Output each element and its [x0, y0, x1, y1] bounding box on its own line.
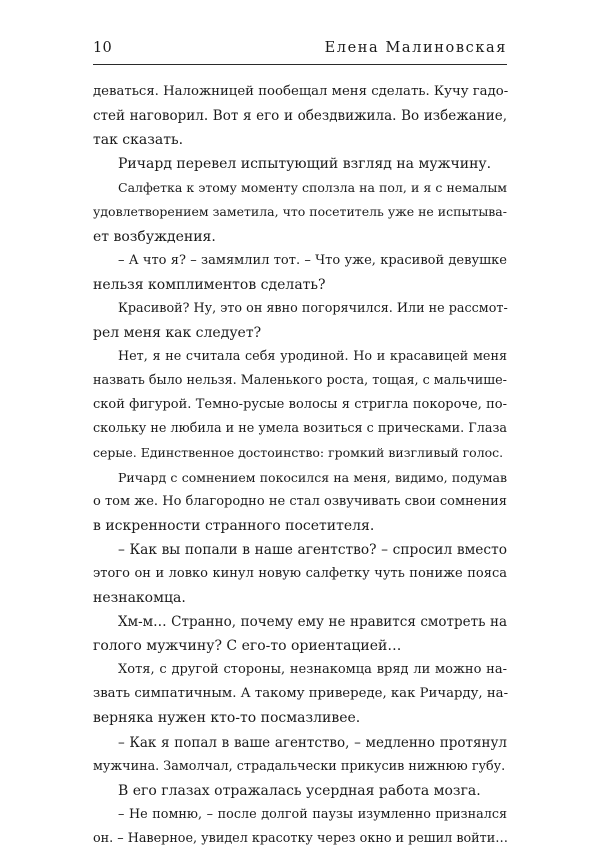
text-line: скольку не любила и не умела возиться с прическами. Глаза: [93, 421, 507, 437]
text-line: рел меня как следует?: [93, 324, 262, 341]
text-line: Ричард с сомнением покосился на меня, видимо, подумав: [118, 469, 507, 485]
text-line: звать симпатичным. А такому привереде, как Ричарду, на-: [93, 686, 509, 702]
text-line: верняка нужен кто-то посмазливее.: [93, 710, 361, 727]
page-number: 10: [93, 40, 113, 56]
text-line: о том же. Но благородно не стал озвучивать свои сомнения: [93, 493, 507, 509]
page-header: [93, 40, 507, 62]
header-rule: [93, 64, 507, 65]
text-line: деваться. Наложницей пообещал меня сделать. Кучу гадо-: [93, 84, 509, 99]
text-line: – А что я? – замямлил тот. – Что уже, красивой девушке: [118, 252, 507, 268]
running-title: Елена Малиновская: [324, 40, 507, 56]
text-line: Салфетка к этому моменту сползла на пол, и я с немалым: [118, 180, 507, 196]
text-line: мужчина. Замолчал, страдальчески прикусив нижнюю губу.: [93, 758, 506, 774]
text-line: В его глазах отражалась усердная работа мозга.: [118, 782, 481, 799]
text-line: серые. Единственное достоинство: громкий визгливый голос.: [93, 445, 504, 461]
text-line: Нет, я не считала себя уродиной. Но и красавицей меня: [118, 349, 507, 365]
text-line: незнакомца.: [93, 589, 186, 606]
text-line: Хм-м… Странно, почему ему не нравится смотреть на: [118, 614, 507, 631]
body-text: [93, 80, 507, 851]
text-line: Ричард перевел испытующий взгляд на мужчину.: [118, 156, 492, 173]
text-line: ет возбуждения.: [93, 228, 216, 245]
text-line: – Как вы попали в наше агентство? – спросил вместо: [118, 541, 507, 558]
text-line: удовлетворением заметила, что посетитель уже не испытыва-: [93, 204, 507, 220]
text-line: ской фигурой. Темно-русые волосы я стригла покороче, по-: [93, 397, 507, 413]
text-line: в искренности странного посетителя.: [93, 517, 375, 534]
text-line: стей наговорил. Вот я его и обездвижила. Во избежание,: [93, 108, 507, 125]
text-line: назвать было нельзя. Маленького роста, тощая, с мальчише-: [93, 373, 507, 389]
text-line: голого мужчину? С его-то ориентацией…: [93, 638, 402, 655]
text-line: – Как я попал в ваше агентство, – медленно протянул: [118, 734, 507, 751]
text-line: этого он и ловко кинул новую салфетку чуть пониже пояса: [93, 565, 507, 581]
text-line: Красивой? Ну, это он явно погорячился. Или не рассмот-: [118, 300, 508, 316]
text-line: он. – Наверное, увидел красотку через окно и решил войти…: [93, 830, 508, 846]
text-line: – Не помню, – после долгой паузы изумленно признался: [118, 806, 507, 822]
text-line: так сказать.: [93, 132, 184, 149]
text-line: Хотя, с другой стороны, незнакомца вряд ли можно на-: [118, 662, 507, 678]
text-line: нельзя комплиментов сделать?: [93, 276, 326, 293]
